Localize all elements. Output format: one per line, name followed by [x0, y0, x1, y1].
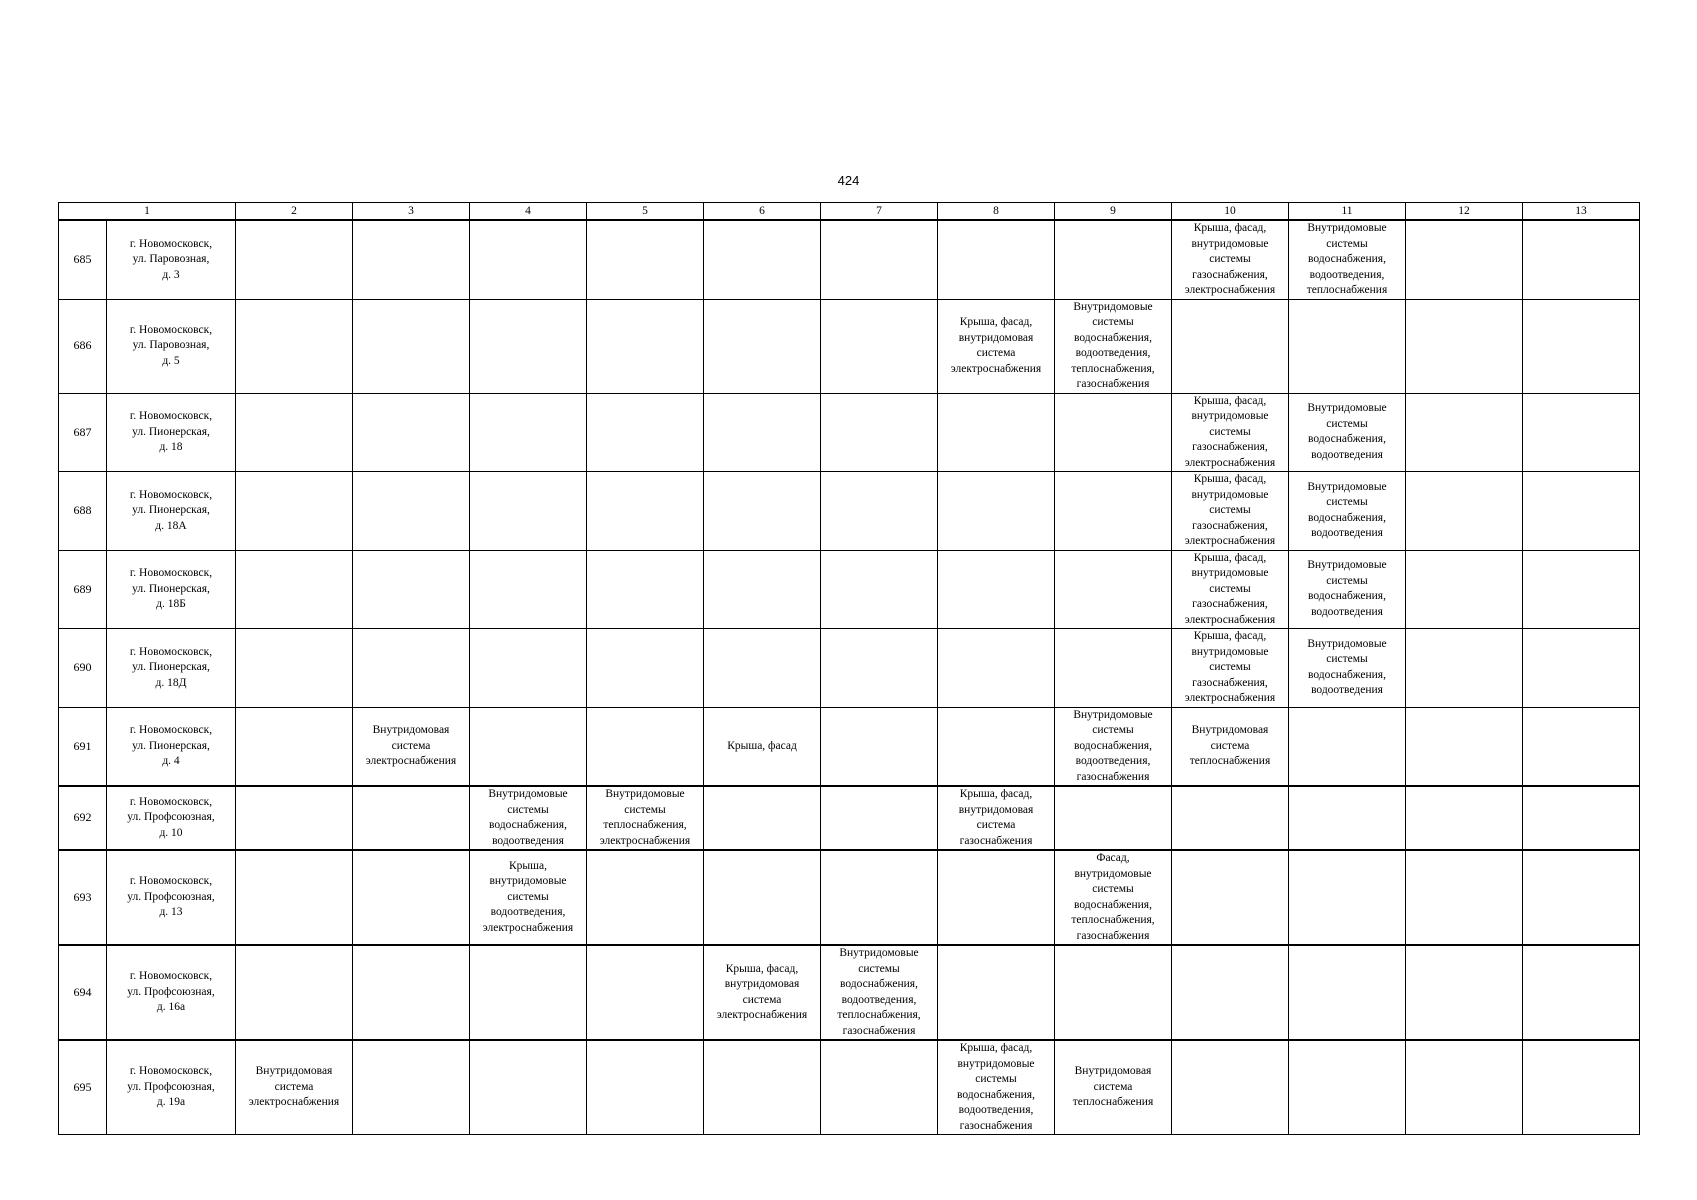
row-number: 689 — [59, 550, 107, 629]
work-cell-col-9 — [1055, 945, 1172, 1040]
work-cell-col-10: Крыша, фасад, внутридомовые системы газоснабжения, электроснабжения — [1172, 393, 1289, 472]
work-cell-col-13 — [1523, 945, 1640, 1040]
work-cell-col-4 — [470, 299, 587, 393]
header-row — [59, 203, 1640, 221]
work-cell-col-10: Крыша, фасад, внутридомовые системы газоснабжения, электроснабжения — [1172, 629, 1289, 708]
work-cell-col-2 — [236, 550, 353, 629]
work-cell-col-2 — [236, 472, 353, 551]
work-cell-col-6: Крыша, фасад — [704, 707, 821, 786]
work-cell-col-10: Крыша, фасад, внутридомовые системы газоснабжения, электроснабжения — [1172, 472, 1289, 551]
work-cell-col-9 — [1055, 472, 1172, 551]
work-cell-col-2 — [236, 786, 353, 850]
work-cell-col-11 — [1289, 850, 1406, 945]
work-cell-col-12 — [1406, 1040, 1523, 1135]
work-cell-col-12 — [1406, 707, 1523, 786]
work-cell-col-5 — [587, 707, 704, 786]
work-cell-col-5 — [587, 1040, 704, 1135]
work-cell-col-7 — [821, 472, 938, 551]
row-number: 686 — [59, 299, 107, 393]
table-row — [59, 945, 1640, 1040]
address-cell: г. Новомосковск, ул. Пионерская, д. 18Д — [107, 629, 236, 708]
work-cell-col-9: Внутридомовая система теплоснабжения — [1055, 1040, 1172, 1135]
work-cell-col-12 — [1406, 850, 1523, 945]
work-cell-col-8: Крыша, фасад, внутридомовые системы водоснабжения, водоотведения, газоснабжения — [938, 1040, 1055, 1135]
work-cell-col-12 — [1406, 393, 1523, 472]
work-cell-col-2 — [236, 393, 353, 472]
work-cell-col-7: Внутридомовые системы водоснабжения, водоотведения, теплоснабжения, газоснабжения — [821, 945, 938, 1040]
address-cell: г. Новомосковск, ул. Пионерская, д. 4 — [107, 707, 236, 786]
work-cell-col-10 — [1172, 945, 1289, 1040]
work-cell-col-13 — [1523, 1040, 1640, 1135]
table-row — [59, 786, 1640, 850]
works-schedule-table — [58, 202, 1640, 1135]
work-cell-col-2 — [236, 850, 353, 945]
work-cell-col-3 — [353, 299, 470, 393]
table-row — [59, 220, 1640, 299]
work-cell-col-12 — [1406, 472, 1523, 551]
work-cell-col-4 — [470, 550, 587, 629]
column-header-6: 6 — [704, 203, 821, 221]
work-cell-col-9 — [1055, 220, 1172, 299]
work-cell-col-8 — [938, 550, 1055, 629]
work-cell-col-8 — [938, 707, 1055, 786]
page-number: 424 — [837, 173, 860, 188]
row-number: 691 — [59, 707, 107, 786]
table-row — [59, 550, 1640, 629]
work-cell-col-7 — [821, 629, 938, 708]
work-cell-col-13 — [1523, 393, 1640, 472]
column-header-8: 8 — [938, 203, 1055, 221]
work-cell-col-8 — [938, 393, 1055, 472]
work-cell-col-8: Крыша, фасад, внутридомовая система газоснабжения — [938, 786, 1055, 850]
work-cell-col-9: Внутридомовые системы водоснабжения, водоотведения, теплоснабжения, газоснабжения — [1055, 299, 1172, 393]
work-cell-col-12 — [1406, 220, 1523, 299]
work-cell-col-3: Внутридомовая система электроснабжения — [353, 707, 470, 786]
work-cell-col-6 — [704, 629, 821, 708]
work-cell-col-13 — [1523, 629, 1640, 708]
work-cell-col-12 — [1406, 550, 1523, 629]
column-header-13: 13 — [1523, 203, 1640, 221]
work-cell-col-11 — [1289, 1040, 1406, 1135]
address-cell: г. Новомосковск, ул. Профсоюзная, д. 10 — [107, 786, 236, 850]
work-cell-col-7 — [821, 393, 938, 472]
work-cell-col-11: Внутридомовые системы водоснабжения, водоотведения — [1289, 629, 1406, 708]
work-cell-col-13 — [1523, 550, 1640, 629]
work-cell-col-11 — [1289, 299, 1406, 393]
address-cell: г. Новомосковск, ул. Паровозная, д. 5 — [107, 299, 236, 393]
work-cell-col-9: Фасад, внутридомовые системы водоснабжения, теплоснабжения, газоснабжения — [1055, 850, 1172, 945]
column-header-4: 4 — [470, 203, 587, 221]
work-cell-col-6 — [704, 393, 821, 472]
column-header-1: 1 — [59, 203, 236, 221]
work-cell-col-6: Крыша, фасад, внутридомовая система электроснабжения — [704, 945, 821, 1040]
row-number: 693 — [59, 850, 107, 945]
work-cell-col-13 — [1523, 786, 1640, 850]
work-cell-col-8 — [938, 629, 1055, 708]
work-cell-col-6 — [704, 550, 821, 629]
work-cell-col-10: Крыша, фасад, внутридомовые системы газоснабжения, электроснабжения — [1172, 220, 1289, 299]
work-cell-col-4 — [470, 220, 587, 299]
work-cell-col-2 — [236, 945, 353, 1040]
work-cell-col-10: Внутридомовая система теплоснабжения — [1172, 707, 1289, 786]
row-number: 692 — [59, 786, 107, 850]
work-cell-col-3 — [353, 629, 470, 708]
work-cell-col-8 — [938, 472, 1055, 551]
column-header-3: 3 — [353, 203, 470, 221]
work-cell-col-13 — [1523, 472, 1640, 551]
work-cell-col-9: Внутридомовые системы водоснабжения, водоотведения, газоснабжения — [1055, 707, 1172, 786]
work-cell-col-12 — [1406, 629, 1523, 708]
column-header-9: 9 — [1055, 203, 1172, 221]
work-cell-col-8 — [938, 220, 1055, 299]
address-cell: г. Новомосковск, ул. Паровозная, д. 3 — [107, 220, 236, 299]
work-cell-col-7 — [821, 786, 938, 850]
row-number: 690 — [59, 629, 107, 708]
work-cell-col-11: Внутридомовые системы водоснабжения, водоотведения — [1289, 472, 1406, 551]
work-cell-col-5 — [587, 220, 704, 299]
work-cell-col-2 — [236, 299, 353, 393]
work-cell-col-9 — [1055, 629, 1172, 708]
row-number: 688 — [59, 472, 107, 551]
column-header-5: 5 — [587, 203, 704, 221]
address-cell: г. Новомосковск, ул. Профсоюзная, д. 19а — [107, 1040, 236, 1135]
table-row — [59, 1040, 1640, 1135]
work-cell-col-3 — [353, 472, 470, 551]
work-cell-col-9 — [1055, 393, 1172, 472]
work-cell-col-10 — [1172, 299, 1289, 393]
work-cell-col-13 — [1523, 220, 1640, 299]
row-number: 695 — [59, 1040, 107, 1135]
work-cell-col-7 — [821, 1040, 938, 1135]
row-number: 694 — [59, 945, 107, 1040]
work-cell-col-11: Внутридомовые системы водоснабжения, водоотведения, теплоснабжения — [1289, 220, 1406, 299]
work-cell-col-12 — [1406, 786, 1523, 850]
work-cell-col-12 — [1406, 299, 1523, 393]
work-cell-col-2 — [236, 220, 353, 299]
work-cell-col-3 — [353, 945, 470, 1040]
work-cell-col-7 — [821, 850, 938, 945]
address-cell: г. Новомосковск, ул. Профсоюзная, д. 16а — [107, 945, 236, 1040]
work-cell-col-4 — [470, 707, 587, 786]
address-cell: г. Новомосковск, ул. Пионерская, д. 18Б — [107, 550, 236, 629]
work-cell-col-10 — [1172, 850, 1289, 945]
work-cell-col-6 — [704, 220, 821, 299]
address-cell: г. Новомосковск, ул. Профсоюзная, д. 13 — [107, 850, 236, 945]
work-cell-col-7 — [821, 299, 938, 393]
work-cell-col-6 — [704, 850, 821, 945]
work-cell-col-9 — [1055, 550, 1172, 629]
address-cell: г. Новомосковск, ул. Пионерская, д. 18 — [107, 393, 236, 472]
work-cell-col-10 — [1172, 1040, 1289, 1135]
work-cell-col-3 — [353, 786, 470, 850]
table-row — [59, 299, 1640, 393]
work-cell-col-7 — [821, 220, 938, 299]
work-cell-col-5 — [587, 629, 704, 708]
column-header-11: 11 — [1289, 203, 1406, 221]
table-header — [59, 203, 1640, 221]
work-cell-col-13 — [1523, 707, 1640, 786]
work-cell-col-3 — [353, 550, 470, 629]
work-cell-col-5 — [587, 850, 704, 945]
table-row — [59, 850, 1640, 945]
work-cell-col-10 — [1172, 786, 1289, 850]
table-row — [59, 393, 1640, 472]
table-body — [59, 220, 1640, 1135]
work-cell-col-13 — [1523, 299, 1640, 393]
work-cell-col-11 — [1289, 786, 1406, 850]
work-cell-col-13 — [1523, 850, 1640, 945]
work-cell-col-10: Крыша, фасад, внутридомовые системы газоснабжения, электроснабжения — [1172, 550, 1289, 629]
table-row — [59, 707, 1640, 786]
work-cell-col-9 — [1055, 786, 1172, 850]
work-cell-col-6 — [704, 1040, 821, 1135]
column-header-7: 7 — [821, 203, 938, 221]
work-cell-col-4: Крыша, внутридомовые системы водоотведения, электроснабжения — [470, 850, 587, 945]
work-cell-col-5 — [587, 393, 704, 472]
work-cell-col-3 — [353, 1040, 470, 1135]
work-cell-col-7 — [821, 707, 938, 786]
work-cell-col-4 — [470, 393, 587, 472]
work-cell-col-4 — [470, 472, 587, 551]
work-cell-col-3 — [353, 850, 470, 945]
work-cell-col-5 — [587, 299, 704, 393]
table-row — [59, 629, 1640, 708]
work-cell-col-3 — [353, 393, 470, 472]
work-cell-col-11 — [1289, 945, 1406, 1040]
row-number: 685 — [59, 220, 107, 299]
row-number: 687 — [59, 393, 107, 472]
work-cell-col-6 — [704, 472, 821, 551]
work-cell-col-8: Крыша, фасад, внутридомовая система электроснабжения — [938, 299, 1055, 393]
column-header-10: 10 — [1172, 203, 1289, 221]
work-cell-col-2 — [236, 707, 353, 786]
work-cell-col-12 — [1406, 945, 1523, 1040]
address-cell: г. Новомосковск, ул. Пионерская, д. 18А — [107, 472, 236, 551]
work-cell-col-5 — [587, 945, 704, 1040]
work-cell-col-2 — [236, 629, 353, 708]
work-cell-col-5: Внутридомовые системы теплоснабжения, электроснабжения — [587, 786, 704, 850]
column-header-12: 12 — [1406, 203, 1523, 221]
work-cell-col-6 — [704, 786, 821, 850]
work-cell-col-5 — [587, 550, 704, 629]
work-cell-col-5 — [587, 472, 704, 551]
work-cell-col-11 — [1289, 707, 1406, 786]
column-header-2: 2 — [236, 203, 353, 221]
work-cell-col-4 — [470, 1040, 587, 1135]
work-cell-col-4 — [470, 945, 587, 1040]
work-cell-col-4: Внутридомовые системы водоснабжения, водоотведения — [470, 786, 587, 850]
work-cell-col-11: Внутридомовые системы водоснабжения, водоотведения — [1289, 550, 1406, 629]
work-cell-col-7 — [821, 550, 938, 629]
work-cell-col-11: Внутридомовые системы водоснабжения, водоотведения — [1289, 393, 1406, 472]
table-row — [59, 472, 1640, 551]
work-cell-col-6 — [704, 299, 821, 393]
work-cell-col-3 — [353, 220, 470, 299]
work-cell-col-8 — [938, 850, 1055, 945]
work-cell-col-2: Внутридомовая система электроснабжения — [236, 1040, 353, 1135]
work-cell-col-8 — [938, 945, 1055, 1040]
work-cell-col-4 — [470, 629, 587, 708]
